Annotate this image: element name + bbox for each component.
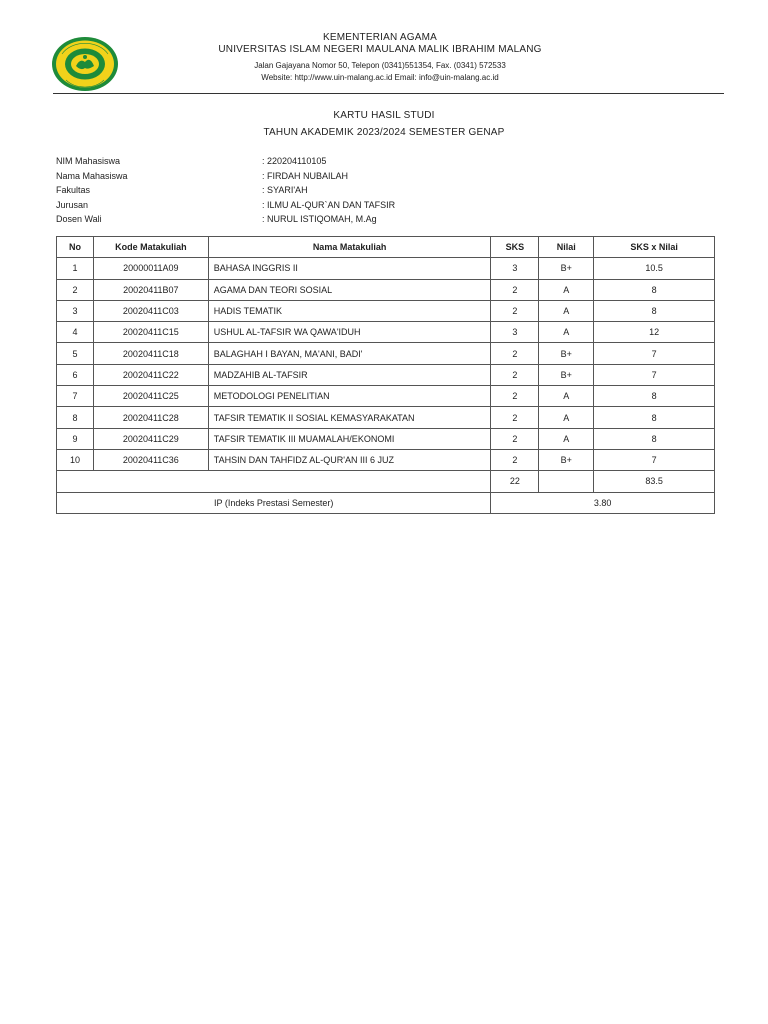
cell-course-name: MADZAHIB AL-TAFSIR <box>208 364 491 385</box>
cell-points: 12 <box>594 322 715 343</box>
table-row <box>57 322 715 343</box>
cell-sks: 3 <box>491 322 539 343</box>
cell-course-name: USHUL AL-TAFSIR WA QAWA'IDUH <box>208 322 491 343</box>
faculty-row <box>56 185 656 200</box>
cell-no: 3 <box>57 300 94 321</box>
cell-no: 4 <box>57 322 94 343</box>
name-label: Nama Mahasiswa <box>56 170 128 181</box>
university-name: UNIVERSITAS ISLAM NEGERI MAULANA MALIK IBRAHIM MALANG <box>218 44 542 55</box>
ip-label: IP (Indeks Prestasi Semester) <box>57 492 491 513</box>
cell-sks: 2 <box>491 407 539 428</box>
table-header-row <box>57 237 715 258</box>
cell-no: 6 <box>57 364 94 385</box>
cell-code: 20020411C22 <box>93 364 208 385</box>
header-code: Kode Matakuliah <box>93 237 208 258</box>
cell-code: 20020411C29 <box>93 428 208 449</box>
nim-label: NIM Mahasiswa <box>56 156 121 166</box>
nim-value: : 220204110105 <box>262 156 327 166</box>
table-row <box>57 343 715 364</box>
cell-grade: B+ <box>539 449 594 470</box>
advisor-value: : NURUL ISTIQOMAH, M.Ag <box>262 214 377 224</box>
cell-grade: A <box>539 386 594 407</box>
cell-course-name: BAHASA INGGRIS II <box>208 258 491 279</box>
advisor-label: Dosen Wali <box>56 214 102 224</box>
major-value: : ILMU AL-QUR`AN DAN TAFSIR <box>262 199 396 210</box>
header-no: No <box>57 237 94 258</box>
advisor-row <box>56 214 656 229</box>
cell-grade: A <box>539 279 594 300</box>
cell-course-name: TAFSIR TEMATIK II SOSIAL KEMASYARAKATAN <box>208 407 491 428</box>
cell-code: 20020411B07 <box>93 279 208 300</box>
cell-course-name: HADIS TEMATIK <box>208 300 491 321</box>
cell-code: 20020411C25 <box>93 386 208 407</box>
academic-year: TAHUN AKADEMIK 2023/2024 SEMESTER GENAP <box>263 127 505 138</box>
institution-block <box>130 32 630 83</box>
totals-row <box>57 471 715 492</box>
cell-no: 1 <box>57 258 94 279</box>
ministry-name: KEMENTERIAN AGAMA <box>323 32 437 43</box>
cell-points: 8 <box>594 279 715 300</box>
cell-points: 8 <box>594 300 715 321</box>
university-contact: Website: http://www.uin-malang.ac.id Email: info@uin-malang.ac.id <box>261 73 499 82</box>
cell-points: 7 <box>594 364 715 385</box>
cell-grade: B+ <box>539 343 594 364</box>
cell-grade: A <box>539 407 594 428</box>
cell-points: 8 <box>594 428 715 449</box>
cell-points: 8 <box>594 407 715 428</box>
cell-no: 8 <box>57 407 94 428</box>
faculty-label: Fakultas <box>56 185 91 195</box>
major-label: Jurusan <box>56 199 89 210</box>
cell-code: 20020411C36 <box>93 449 208 470</box>
table-row <box>57 300 715 321</box>
cell-code: 20000011A09 <box>93 258 208 279</box>
cell-grade: B+ <box>539 258 594 279</box>
cell-sks: 2 <box>491 449 539 470</box>
cell-code: 20020411C18 <box>93 343 208 364</box>
cell-course-name: METODOLOGI PENELITIAN <box>208 386 491 407</box>
cell-grade: A <box>539 428 594 449</box>
cell-sks: 2 <box>491 386 539 407</box>
totals-grade-spacer <box>539 471 594 492</box>
cell-grade: A <box>539 322 594 343</box>
cell-course-name: BALAGHAH I BAYAN, MA'ANI, BADI' <box>208 343 491 364</box>
ip-value: 3.80 <box>491 492 715 513</box>
cell-course-name: TAHSIN DAN TAHFIDZ AL-QUR'AN III 6 JUZ <box>208 449 491 470</box>
table-row <box>57 258 715 279</box>
cell-sks: 2 <box>491 343 539 364</box>
total-sks: 22 <box>491 471 539 492</box>
cell-sks: 2 <box>491 279 539 300</box>
cell-no: 7 <box>57 386 94 407</box>
letterhead <box>0 0 768 96</box>
cell-no: 5 <box>57 343 94 364</box>
table-row <box>57 407 715 428</box>
cell-code: 20020411C15 <box>93 322 208 343</box>
grades-table <box>56 236 715 514</box>
total-points: 83.5 <box>594 471 715 492</box>
cell-no: 9 <box>57 428 94 449</box>
table-row <box>57 386 715 407</box>
cell-grade: A <box>539 300 594 321</box>
cell-sks: 2 <box>491 428 539 449</box>
table-row <box>57 364 715 385</box>
cell-course-name: TAFSIR TEMATIK III MUAMALAH/EKONOMI <box>208 428 491 449</box>
header-points: SKS x Nilai <box>594 237 715 258</box>
header-divider <box>53 93 724 94</box>
cell-points: 7 <box>594 343 715 364</box>
cell-code: 20020411C28 <box>93 407 208 428</box>
header-grade: Nilai <box>539 237 594 258</box>
student-info <box>56 156 656 229</box>
table-row <box>57 428 715 449</box>
cell-sks: 3 <box>491 258 539 279</box>
cell-points: 8 <box>594 386 715 407</box>
name-value: : FIRDAH NUBAILAH <box>262 170 349 181</box>
header-sks: SKS <box>491 237 539 258</box>
cell-sks: 2 <box>491 300 539 321</box>
ip-row <box>57 492 715 513</box>
cell-course-name: AGAMA DAN TEORI SOSIAL <box>208 279 491 300</box>
cell-points: 10.5 <box>594 258 715 279</box>
university-address: Jalan Gajayana Nomor 50, Telepon (0341)551354, Fax. (0341) 572533 <box>254 61 506 70</box>
faculty-value: : SYARI'AH <box>262 185 308 195</box>
major-row <box>56 200 656 215</box>
cell-no: 10 <box>57 449 94 470</box>
name-row <box>56 171 656 186</box>
table-row <box>57 279 715 300</box>
document-title: KARTU HASIL STUDI <box>333 110 435 121</box>
table-row <box>57 449 715 470</box>
cell-code: 20020411C03 <box>93 300 208 321</box>
cell-grade: B+ <box>539 364 594 385</box>
nim-row <box>56 156 656 171</box>
university-logo <box>50 36 120 92</box>
header-course-name: Nama Matakuliah <box>208 237 491 258</box>
cell-points: 7 <box>594 449 715 470</box>
cell-sks: 2 <box>491 364 539 385</box>
cell-no: 2 <box>57 279 94 300</box>
totals-spacer <box>57 471 491 492</box>
